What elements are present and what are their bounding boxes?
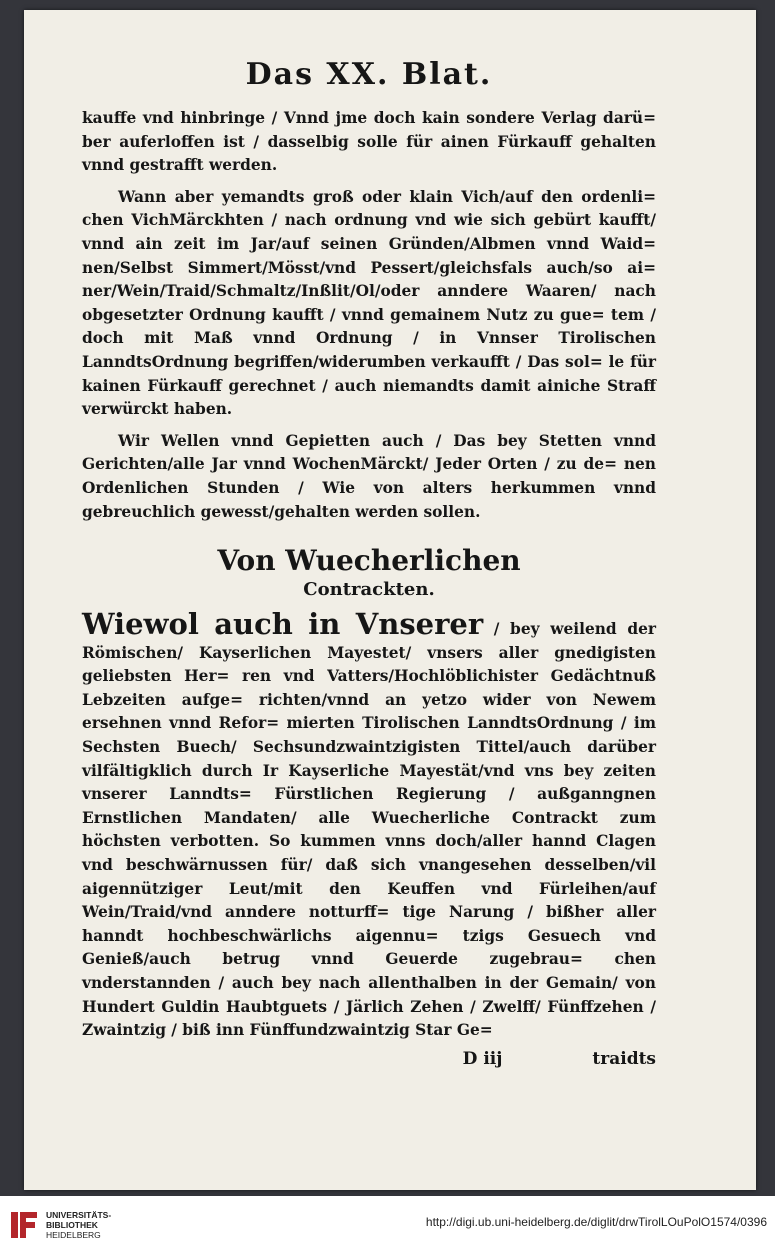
library-name [46, 1210, 111, 1240]
paragraph-3: Wir Wellen vnnd Gepietten auch / Das bey Stetten vnnd Gerichten/alle Jar vnnd WochenMärckt/ Jeder Orten / zu de= nen Ordenlichen Stunden / Wie von alters herkummen vnnd gebreuchlich gewesst/gehalten werden sollen. [82, 431, 656, 521]
footer-bar [0, 1196, 775, 1252]
page-heading: Das XX. Blat. [245, 57, 493, 92]
library-name-line3: HEIDELBERG [46, 1230, 101, 1240]
document-url-link[interactable]: http://digi.ub.uni-heidelberg.de/diglit/drwTirolLOuPolO1574/0396 [425, 1215, 767, 1229]
section-subtitle: Contrackten. [303, 579, 435, 601]
section-paragraph [82, 607, 656, 1043]
university-library-logo-icon[interactable] [8, 1206, 40, 1244]
page-footer-line [82, 1047, 656, 1071]
library-name-line2: BIBLIOTHEK [46, 1220, 98, 1230]
section-paragraph-text: / bey weilend der Römischen/ Kayserlichen Mayestet/ vnsers aller gnedigisten geliebsten Her= ren vnd Vatters/Hochlöblichister Gedächtnuß Lebzeiten aufge= richten/vnnd an yetzo wider von Newem ersehnen vnnd Refor= mierten Tirolischen LanndtsOrdnung / im Sechsten Buech/ Sechsundzwaintzigisten Tittel/auch darüber vilfältigklich durch Ir Kayserliche Mayestät/vnd vns bey zeiten vnserer Lanndts= Fürstlichen Regierung / außganngnen Ernstlichen Mandaten/ alle Wuecherliche Contrackt zum höchsten verbotten. So kummen vnns doch/aller hannd Clagen vnd beschwärnussen für/ daß sich vnangesehen desselben/vil aigennütziger Leut/mit den Keuffen vnd Fürleihen/auf Wein/Traid/vnd anndere notturff= tige Narung / bißher aller hanndt hochbeschwärlichs aigennu= tzigs Gesuech vnd Genieß/auch betrug vnnd Geuerde zugebrau= chen vnderstannden / auch bey nach allenthalben in der Gemain/ von Hundert Guldin Haubtguets / Järlich Zehen / Zwelff/ Fünffzehen / Zwaintzig / biß inn Fünffundzwaintzig Star Ge= [82, 620, 656, 1040]
section-title: Von Wuecherlichen [217, 544, 521, 578]
catchword: traidts [592, 1048, 656, 1069]
signature-mark: D iij [462, 1048, 503, 1069]
paragraph-2: Wann aber yemandts groß oder klain Vich/auf den ordenli= chen VichMärckhten / nach ordnung vnd wie sich gebürt kaufft/ vnnd ain zeit im Jar/auf seinen Gründen/Albmen vnnd Waid= nen/Selbst Simmert/Mösst/vnd Pessert/gleichsfals auch/so ai= ner/Wein/Traid/Schmaltz/Inßlit/Ol/oder anndere Waaren/ nach obgesetzter Ordnung kaufft / vnnd gemainem Nutz zu gue= tem / doch mit Maß vnnd Ordnung / in Vnnser Tirolischen LanndtsOrdnung begriffen/widerumben verkaufft / Das sol= le für kainen Fürkauff gerechnet / auch niemandts damit ainiche Straff verwürckt haben. [82, 187, 656, 419]
scanned-page [24, 10, 756, 1190]
dropcap-words: Wiewol auch in Vnserer [82, 607, 484, 642]
library-name-line1: UNIVERSITÄTS- [46, 1210, 112, 1220]
page-content [82, 55, 656, 1071]
paragraph-1: kauffe vnd hinbringe / Vnnd jme doch kain sondere Verlag darü= ber auferloffen ist / dasselbig solle für ainen Fürkauff gehalten vnnd gestrafft werden. [82, 109, 656, 175]
